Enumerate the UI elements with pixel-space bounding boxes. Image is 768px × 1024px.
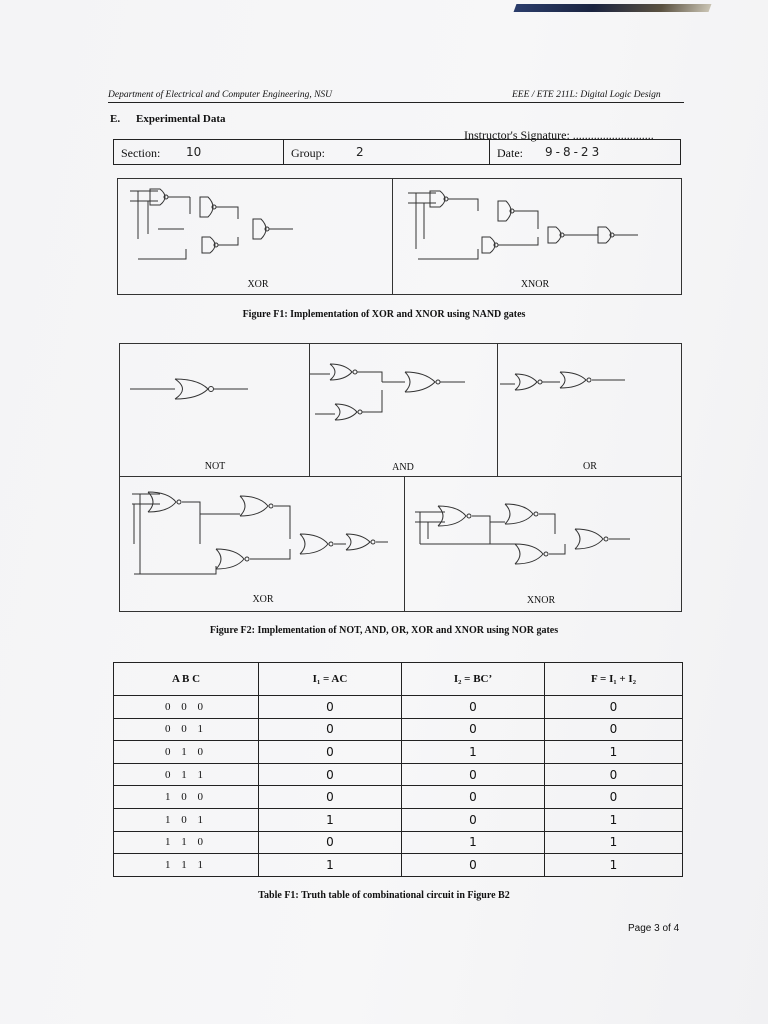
cell-f: 1 xyxy=(545,831,683,854)
cell-f: 1 xyxy=(545,808,683,831)
cell-i2: 0 xyxy=(402,808,545,831)
figure-f2-label-xor: XOR xyxy=(252,594,274,605)
table-row xyxy=(114,718,683,741)
figure-f1-label-xnor: XNOR xyxy=(520,279,550,290)
instructor-signature: Instructor's Signature: ........................... xyxy=(464,128,654,142)
cell-i1: 0 xyxy=(259,718,402,741)
section-label: Section: xyxy=(121,146,161,160)
header-rule xyxy=(108,102,684,103)
table-row xyxy=(114,763,683,786)
cell-abc: 0 1 0 xyxy=(114,741,259,764)
figure-f2-label-not: NOT xyxy=(204,461,226,472)
table-row xyxy=(114,808,683,831)
table-row xyxy=(114,696,683,719)
figure-f2-label-xnor: XNOR xyxy=(526,595,556,606)
cell-i1: 0 xyxy=(259,786,402,809)
header-course: EEE / ETE 211L: Digital Logic Design xyxy=(512,90,661,100)
figure-f2-label-or: OR xyxy=(583,461,597,472)
cell-i2: 0 xyxy=(402,718,545,741)
photo-edge-strip xyxy=(514,4,712,12)
figure-f1-box xyxy=(117,178,682,295)
table-f1-caption: Table F1: Truth table of combinational circuit in Figure B2 xyxy=(258,890,510,901)
figure-f2-sketch xyxy=(120,344,683,613)
truth-table xyxy=(113,662,683,877)
cell-i2: 0 xyxy=(402,696,545,719)
cell-i1: 0 xyxy=(259,763,402,786)
cell-i1: 0 xyxy=(259,741,402,764)
table-row xyxy=(114,786,683,809)
cell-i2: 0 xyxy=(402,786,545,809)
cell-f: 1 xyxy=(545,741,683,764)
group-value: 2 xyxy=(356,145,364,159)
col-header-f: F = I₁ + I₂ xyxy=(545,663,683,696)
date-cell xyxy=(490,140,680,164)
section-value: 10 xyxy=(186,145,202,159)
cell-i1: 0 xyxy=(259,831,402,854)
table-row xyxy=(114,831,683,854)
cell-f: 0 xyxy=(545,763,683,786)
figure-f2-caption: Figure F2: Implementation of NOT, AND, OR, XOR and XNOR using NOR gates xyxy=(209,625,559,636)
page-number: Page 3 of 4 xyxy=(628,923,680,934)
section-title: Experimental Data xyxy=(136,113,226,125)
col-header-i1: I₁ = AC xyxy=(259,663,402,696)
header-department: Department of Electrical and Computer Engineering, NSU xyxy=(108,90,333,100)
col-header-i2: I₂ = BC’ xyxy=(402,663,545,696)
figure-f2-label-and: AND xyxy=(392,462,414,473)
cell-f: 0 xyxy=(545,696,683,719)
cell-i1: 0 xyxy=(259,696,402,719)
cell-i2: 0 xyxy=(402,854,545,877)
section-cell xyxy=(114,140,284,164)
table-row xyxy=(114,741,683,764)
col-header-abc: A B C xyxy=(114,663,259,696)
cell-f: 0 xyxy=(545,786,683,809)
section-heading xyxy=(110,113,226,125)
group-cell xyxy=(284,140,490,164)
cell-i1: 1 xyxy=(259,854,402,877)
cell-abc: 0 0 1 xyxy=(114,718,259,741)
cell-f: 0 xyxy=(545,718,683,741)
cell-abc: 1 1 1 xyxy=(114,854,259,877)
section-number: E. xyxy=(110,113,121,125)
group-label: Group: xyxy=(291,146,325,160)
cell-abc: 0 0 0 xyxy=(114,696,259,719)
cell-abc: 1 0 1 xyxy=(114,808,259,831)
cell-i2: 1 xyxy=(402,831,545,854)
table-row xyxy=(114,854,683,877)
date-label: Date: xyxy=(497,146,523,160)
figure-f1-label-xor: XOR xyxy=(247,279,269,290)
cell-i2: 0 xyxy=(402,763,545,786)
figure-f2-box xyxy=(119,343,682,612)
truth-table-header-row xyxy=(114,663,683,696)
cell-abc: 1 0 0 xyxy=(114,786,259,809)
info-table xyxy=(113,139,681,165)
date-value: 9-8-23 xyxy=(545,145,603,159)
cell-i1: 1 xyxy=(259,808,402,831)
figure-f1-caption: Figure F1: Implementation of XOR and XNOR using NAND gates xyxy=(242,309,526,320)
cell-abc: 0 1 1 xyxy=(114,763,259,786)
cell-f: 1 xyxy=(545,854,683,877)
cell-i2: 1 xyxy=(402,741,545,764)
cell-abc: 1 1 0 xyxy=(114,831,259,854)
